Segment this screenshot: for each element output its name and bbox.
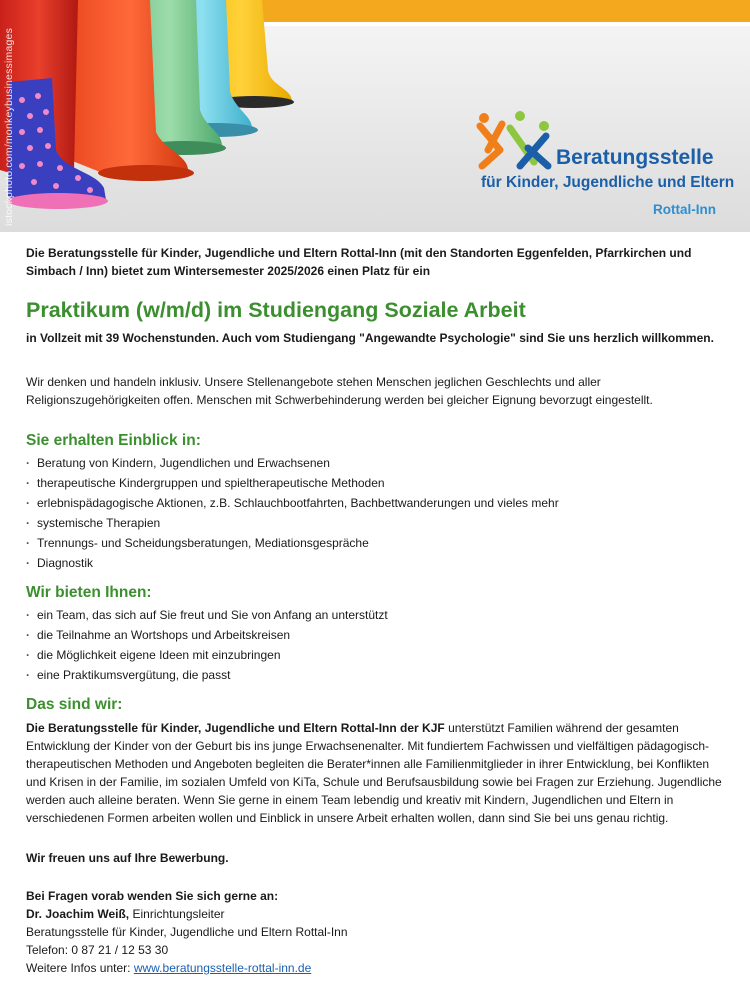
list-item: · Diagnostik: [26, 553, 726, 573]
section-heading-about: Das sind wir:: [26, 696, 123, 713]
photo-credit: istockphoto.com/monkeybusinessimages: [3, 27, 15, 226]
contact-organization: Beratungsstelle für Kinder, Jugendliche und Eltern Rottal-Inn: [26, 925, 348, 939]
einblick-list: [26, 453, 726, 573]
closing-text: Wir freuen uns auf Ihre Bewerbung.: [26, 851, 229, 865]
inclusion-statement: Wir denken und handeln inklusiv. Unsere Stellenangebote stehen Menschen jeglichen Geschlechts und aller Religionszugehörigkeiten offen. Menschen mit Schwerbehinderung werden bei gleicher Eignung bevorzugt eingestellt.: [26, 375, 653, 407]
contact-person: [26, 905, 726, 923]
list-item: · die Möglichkeit eigene Ideen mit einzubringen: [26, 645, 726, 665]
header-image: [0, 0, 750, 232]
list-item: · Beratung von Kindern, Jugendlichen und Erwachsenen: [26, 453, 726, 473]
contact-website-line: [26, 959, 726, 977]
logo-region: Rottal-Inn: [653, 202, 716, 217]
list-item: · eine Praktikumsvergütung, die passt: [26, 665, 726, 685]
job-posting: [26, 244, 726, 977]
bieten-list: [26, 605, 726, 685]
about-body: unterstützt Familien während der gesamten Entwicklung der Kinder von der Geburt bis ins junge Erwachsenenalter. Mit fundiertem Fachwissen und vielfältigen pädagogisch-therapeutischen Methoden und Angeboten begleiten die Berater*innen alle Familienmitglieder in ihrer Entwicklung, bei Konflikten und Krisen in der Familie, im sozialen Umfeld von KiTa, Schule und Berufsausbildung sowie bei Fragen zur Erziehung. Jugendliche werden auch alleine beraten. Wenn Sie gerne in einem Team lebendig und kreativ mit Kindern, Jugendlichen und Eltern in verschiedenen Formen arbeiten wollen und Einblick in unsere Arbeit erhalten wollen, dann sind Sie bei uns genau richtig.: [26, 721, 722, 825]
list-item: · systemische Therapien: [26, 513, 726, 533]
contact-name: Dr. Joachim Weiß,: [26, 907, 130, 921]
rain-boots-photo: [0, 0, 750, 232]
about-text: [26, 719, 726, 827]
list-item: · therapeutische Kindergruppen und spieltherapeutische Methoden: [26, 473, 726, 493]
list-item: · Trennungs- und Scheidungsberatungen, Mediationsgespräche: [26, 533, 726, 553]
about-lead: Die Beratungsstelle für Kinder, Jugendliche und Eltern Rottal-Inn der KJF: [26, 721, 445, 735]
section-heading-bieten: Wir bieten Ihnen:: [26, 584, 152, 601]
contact-block: [26, 887, 726, 977]
logo-title: Beratungsstelle: [556, 146, 714, 169]
job-title: Praktikum (w/m/d) im Studiengang Soziale Arbeit: [26, 298, 526, 322]
section-heading-einblick: Sie erhalten Einblick in:: [26, 432, 201, 449]
contact-role: Einrichtungsleiter: [129, 907, 225, 921]
intro-text: Die Beratungsstelle für Kinder, Jugendliche und Eltern Rottal-Inn (mit den Standorten Eggenfelden, Pfarrkirchen und Simbach / Inn) bietet zum Wintersemester 2025/2026 einen Platz für ein: [26, 246, 692, 278]
contact-heading: Bei Fragen vorab wenden Sie sich gerne an:: [26, 889, 279, 903]
website-link[interactable]: www.beratungsstelle-rottal-inn.de: [133, 961, 312, 975]
list-item: · die Teilnahme an Wortshops und Arbeitskreisen: [26, 625, 726, 645]
logo-subtitle: für Kinder, Jugendliche und Eltern: [481, 174, 735, 191]
job-subline: in Vollzeit mit 39 Wochenstunden. Auch vom Studiengang "Angewandte Psychologie" sind Sie uns herzlich willkommen.: [26, 331, 714, 345]
list-item: · ein Team, das sich auf Sie freut und Sie von Anfang an unterstützt: [26, 605, 726, 625]
website-label: Weitere Infos unter:: [26, 961, 134, 975]
list-item: · erlebnispädagogische Aktionen, z.B. Schlauchbootfahrten, Bachbettwanderungen und vieles mehr: [26, 493, 726, 513]
contact-phone: Telefon: 0 87 21 / 12 53 30: [26, 943, 169, 957]
